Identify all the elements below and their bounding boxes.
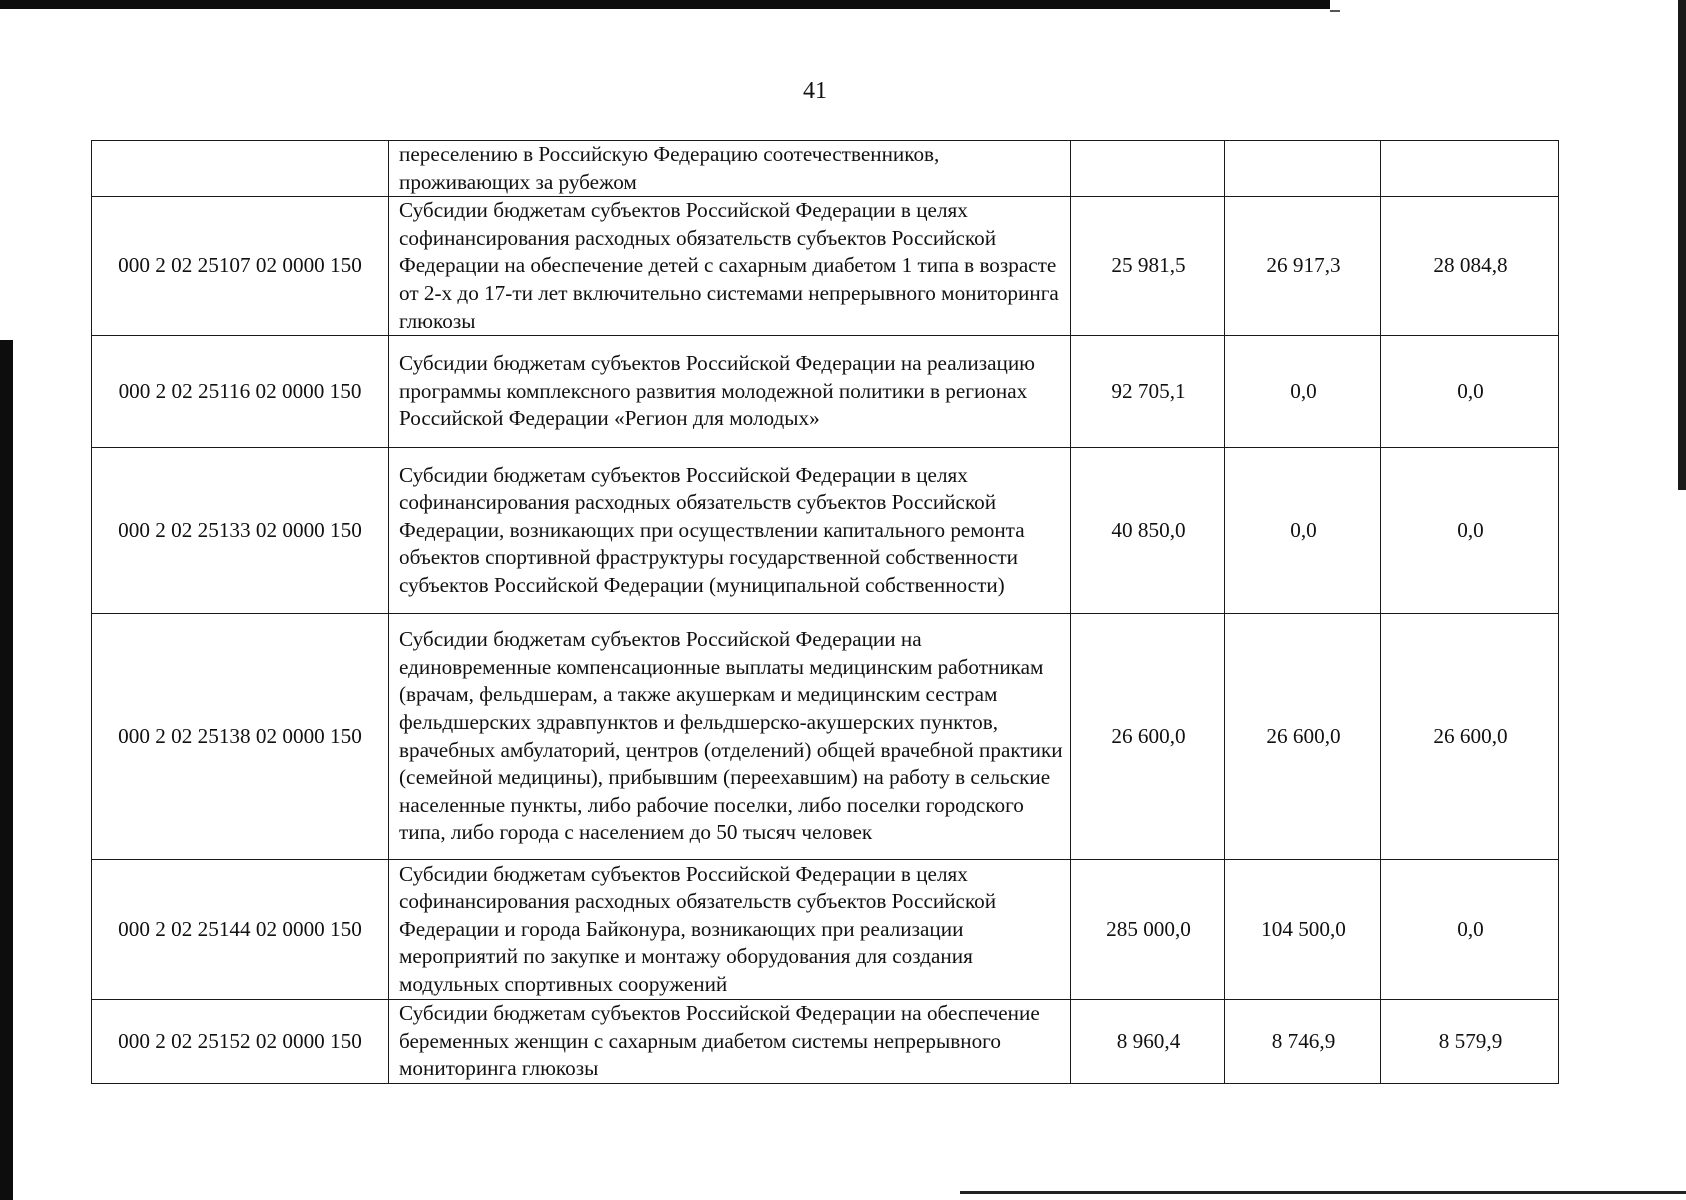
cell-year-2: 0,0 [1225, 336, 1381, 448]
cell-name: переселению в Российскую Федерацию соотечественников, проживающих за рубежом [389, 141, 1071, 197]
cell-year-1: 285 000,0 [1071, 860, 1225, 1000]
cell-year-1: 8 960,4 [1071, 1000, 1225, 1084]
table-row [92, 1000, 1559, 1084]
table-row [92, 860, 1559, 1000]
cell-year-3: 0,0 [1381, 336, 1559, 448]
cell-name: Субсидии бюджетам субъектов Российской Федерации в целях софинансирования расходных обязательств субъектов Российской Федерации и города Байконура, возникающих при реализации мероприятий по закупке и монтажу оборудования для создания модульных спортивных сооружений [389, 860, 1071, 1000]
cell-year-2: 0,0 [1225, 448, 1381, 614]
cell-year-2: 8 746,9 [1225, 1000, 1381, 1084]
cell-year-1: 25 981,5 [1071, 197, 1225, 336]
cell-year-2: 26 917,3 [1225, 197, 1381, 336]
cell-code: 000 2 02 25107 02 0000 150 [92, 197, 389, 336]
cell-name: Субсидии бюджетам субъектов Российской Федерации на реализацию программы комплексного развития молодежной политики в регионах Российской Федерации «Регион для молодых» [389, 336, 1071, 448]
table-row [92, 614, 1559, 860]
cell-year-3: 0,0 [1381, 860, 1559, 1000]
cell-year-3: 28 084,8 [1381, 197, 1559, 336]
cell-code: 000 2 02 25144 02 0000 150 [92, 860, 389, 1000]
scan-edge-top [0, 0, 1330, 9]
cell-year-3: 8 579,9 [1381, 1000, 1559, 1084]
cell-year-1: 92 705,1 [1071, 336, 1225, 448]
table-row [92, 448, 1559, 614]
page-number: 41 [803, 78, 827, 104]
cell-name: Субсидии бюджетам субъектов Российской Федерации на единовременные компенсационные выплаты медицинским работникам (врачам, фельдшерам, а также акушеркам и медицинским сестрам фельдшерских здравпунктов и фельдшерско-акушерских пунктов, врачебных амбулаторий, центров (отделений) общей врачебной практики (семейной медицины), прибывшим (переехавшим) на работу в сельские населенные пункты, либо рабочие поселки, либо поселки городского типа, либо города с населением до 50 тысяч человек [389, 614, 1071, 860]
cell-year-2: 104 500,0 [1225, 860, 1381, 1000]
budget-table [91, 140, 1559, 1084]
scan-edge-right [1678, 0, 1686, 490]
table-row [92, 197, 1559, 336]
cell-year-3 [1381, 141, 1559, 197]
cell-code [92, 141, 389, 197]
cell-year-2: 26 600,0 [1225, 614, 1381, 860]
table-row [92, 141, 1559, 197]
cell-year-1: 26 600,0 [1071, 614, 1225, 860]
cell-code: 000 2 02 25116 02 0000 150 [92, 336, 389, 448]
cell-year-2 [1225, 141, 1381, 197]
scan-edge-bottom [960, 1191, 1686, 1194]
scan-edge-left [0, 340, 13, 1200]
cell-year-1: 40 850,0 [1071, 448, 1225, 614]
scan-edge-top-tail [1330, 10, 1340, 12]
cell-code: 000 2 02 25138 02 0000 150 [92, 614, 389, 860]
table-row [92, 336, 1559, 448]
cell-name: Субсидии бюджетам субъектов Российской Федерации в целях софинансирования расходных обязательств субъектов Российской Федерации, возникающих при осуществлении капитального ремонта объектов спортивной фраструктуры государственной собственности субъектов Российской Федерации (муниципальной собственности) [389, 448, 1071, 614]
cell-year-1 [1071, 141, 1225, 197]
cell-year-3: 0,0 [1381, 448, 1559, 614]
cell-code: 000 2 02 25152 02 0000 150 [92, 1000, 389, 1084]
budget-table-body [92, 141, 1559, 1084]
cell-name: Субсидии бюджетам субъектов Российской Федерации на обеспечение беременных женщин с сахарным диабетом системы непрерывного мониторинга глюкозы [389, 1000, 1071, 1084]
cell-year-3: 26 600,0 [1381, 614, 1559, 860]
cell-name: Субсидии бюджетам субъектов Российской Федерации в целях софинансирования расходных обязательств субъектов Российской Федерации на обеспечение детей с сахарным диабетом 1 типа в возрасте от 2-х до 17-ти лет включительно системами непрерывного мониторинга глюкозы [389, 197, 1071, 336]
cell-code: 000 2 02 25133 02 0000 150 [92, 448, 389, 614]
